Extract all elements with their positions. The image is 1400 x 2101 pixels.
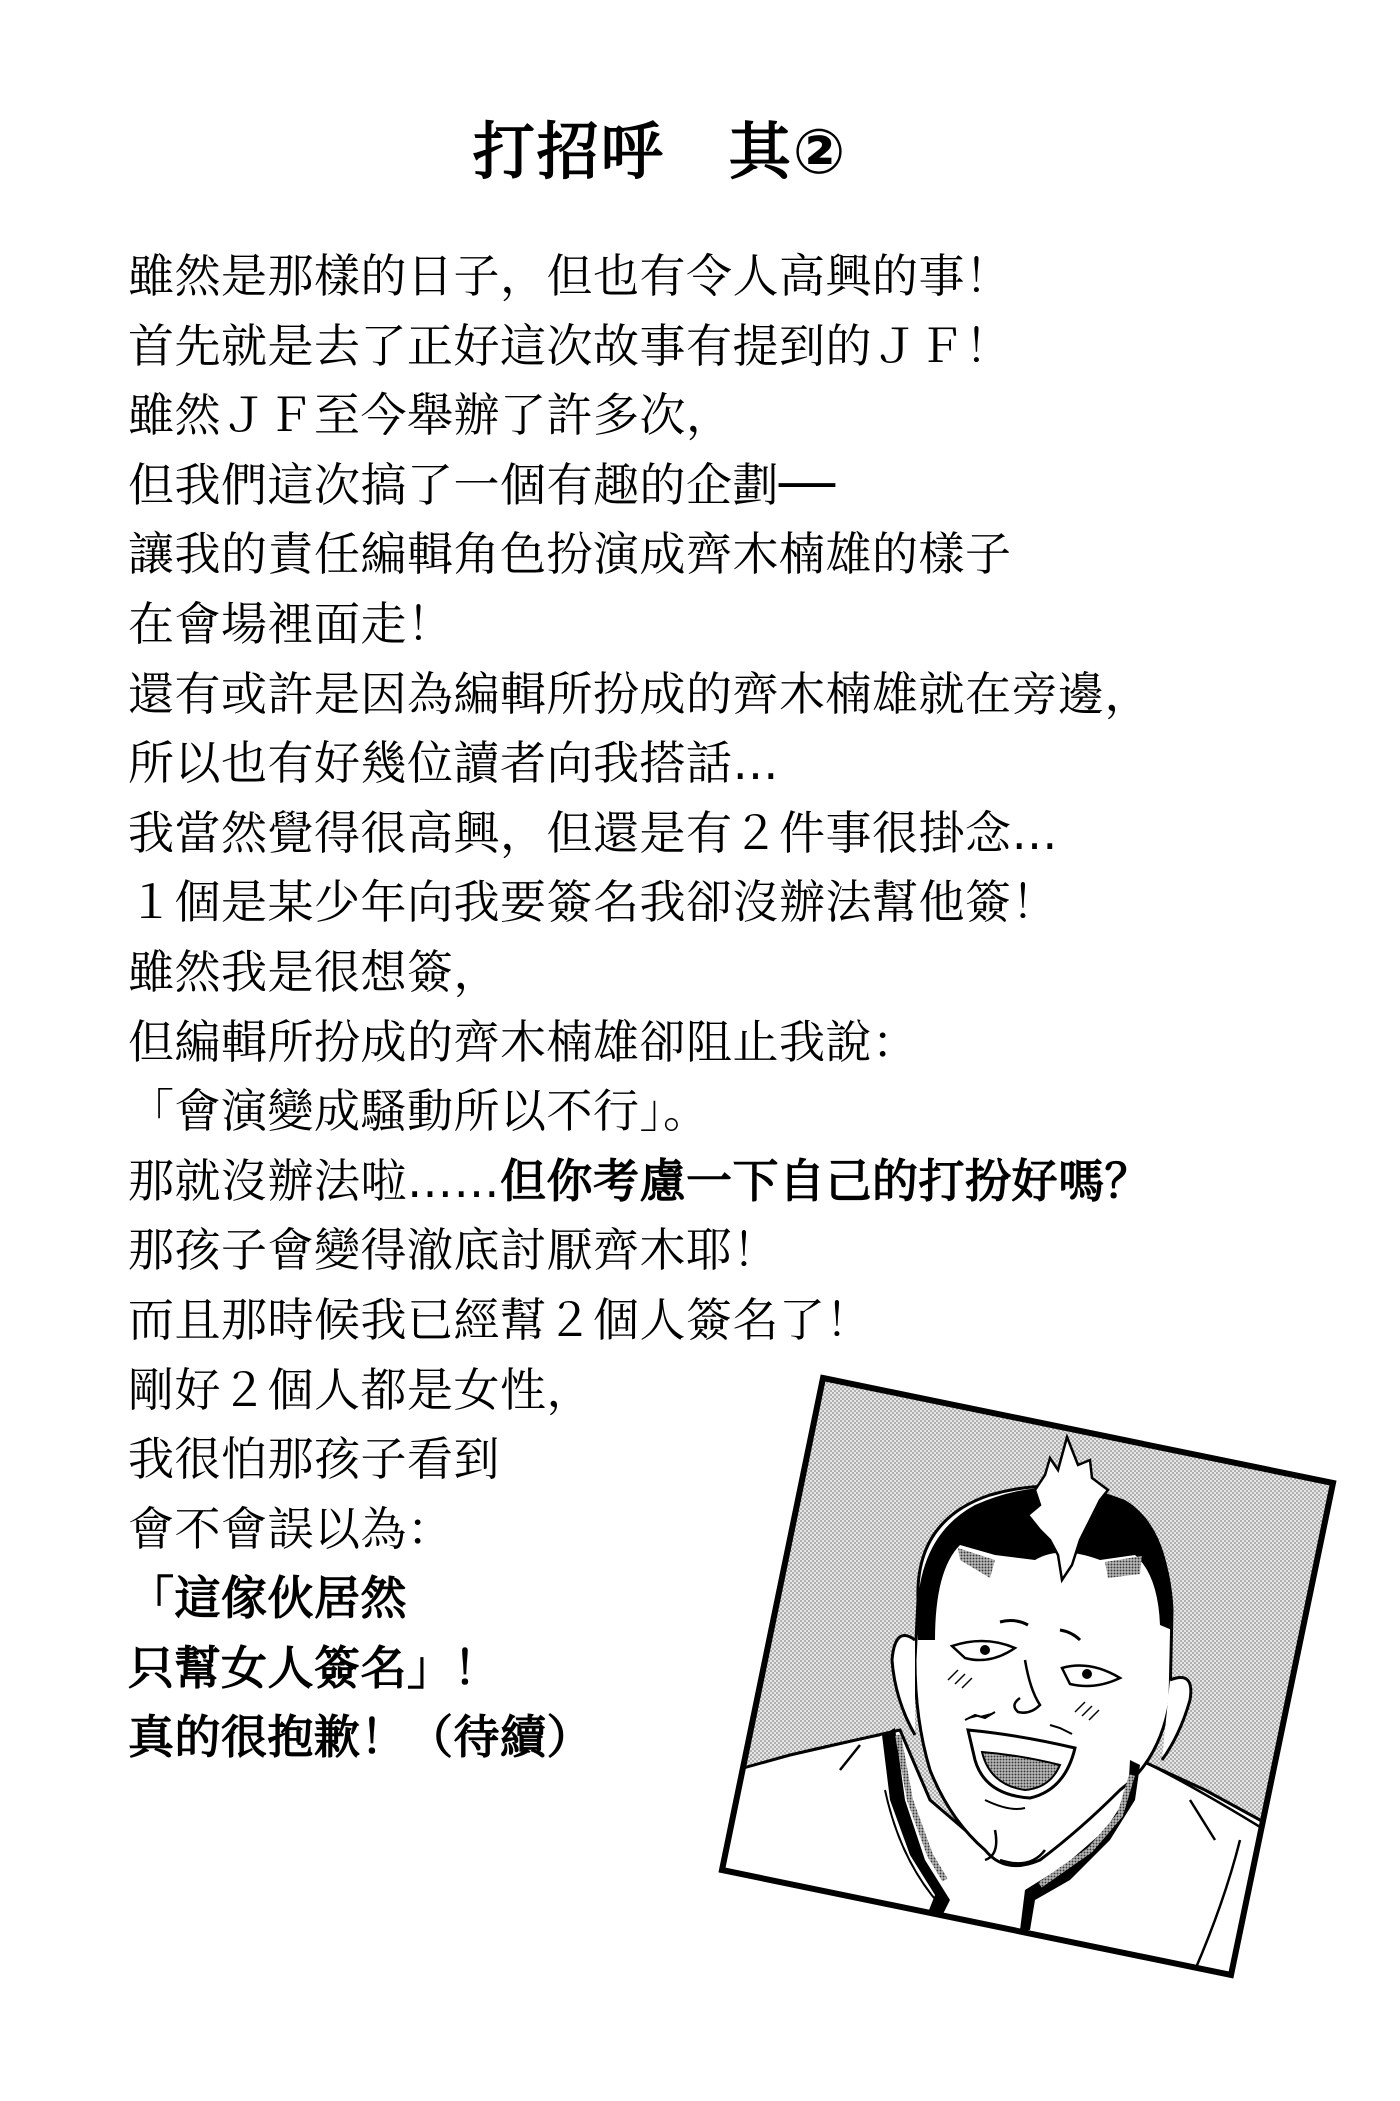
text-line-9: 我當然覺得很高興，但還是有２件事很掛念… <box>128 805 1058 860</box>
text-line-21: 只幫女人簽名」！ <box>128 1640 500 1695</box>
text-line-14 <box>128 1150 1151 1220</box>
text-line-16: 而且那時候我已經幫２個人簽名了！ <box>128 1292 872 1347</box>
text-line-7: 還有或許是因為編輯所扮成的齊木楠雄就在旁邊， <box>128 666 1151 721</box>
text-line-4: 但我們這次搞了一個有趣的企劃── <box>128 457 836 512</box>
text-line-13: 「會演變成騷動所以不行」。 <box>128 1084 710 1139</box>
afterword-text <box>128 245 1151 1776</box>
text-line-20: 「這傢伙居然 <box>128 1571 407 1626</box>
text-line-14-plain: 那就沒辦法啦…… <box>128 1153 500 1208</box>
text-line-12: 但編輯所扮成的齊木楠雄卻阻止我說： <box>128 1014 919 1069</box>
text-line-19: 會不會誤以為： <box>128 1501 454 1556</box>
text-line-5: 讓我的責任編輯角色扮演成齊木楠雄的樣子 <box>128 527 1012 582</box>
text-line-6: 在會場裡面走！ <box>128 596 454 651</box>
text-line-10: １個是某少年向我要簽名我卻沒辦法幫他簽！ <box>128 875 1058 930</box>
page-title: 打招呼 其② <box>472 115 848 188</box>
text-line-1: 雖然是那樣的日子，但也有令人高興的事！ <box>128 249 1012 303</box>
text-line-18: 我很怕那孩子看到 <box>128 1432 500 1487</box>
text-line-14-emphasis: 但你考慮一下自己的打扮好嗎？ <box>500 1153 1151 1208</box>
text-line-11: 雖然我是很想簽， <box>128 944 500 999</box>
text-line-22: 真的很抱歉！（待續） <box>128 1710 593 1765</box>
text-line-3: 雖然ＪＦ至今舉辦了許多次， <box>128 388 733 443</box>
text-line-17: 剛好２個人都是女性， <box>128 1362 593 1417</box>
text-line-15: 那孩子會變得澈底討厭齊木耶！ <box>128 1223 779 1278</box>
text-line-2: 首先就是去了正好這次故事有提到的ＪＦ！ <box>128 318 1012 373</box>
text-line-8: 所以也有好幾位讀者向我搭話… <box>128 736 779 791</box>
